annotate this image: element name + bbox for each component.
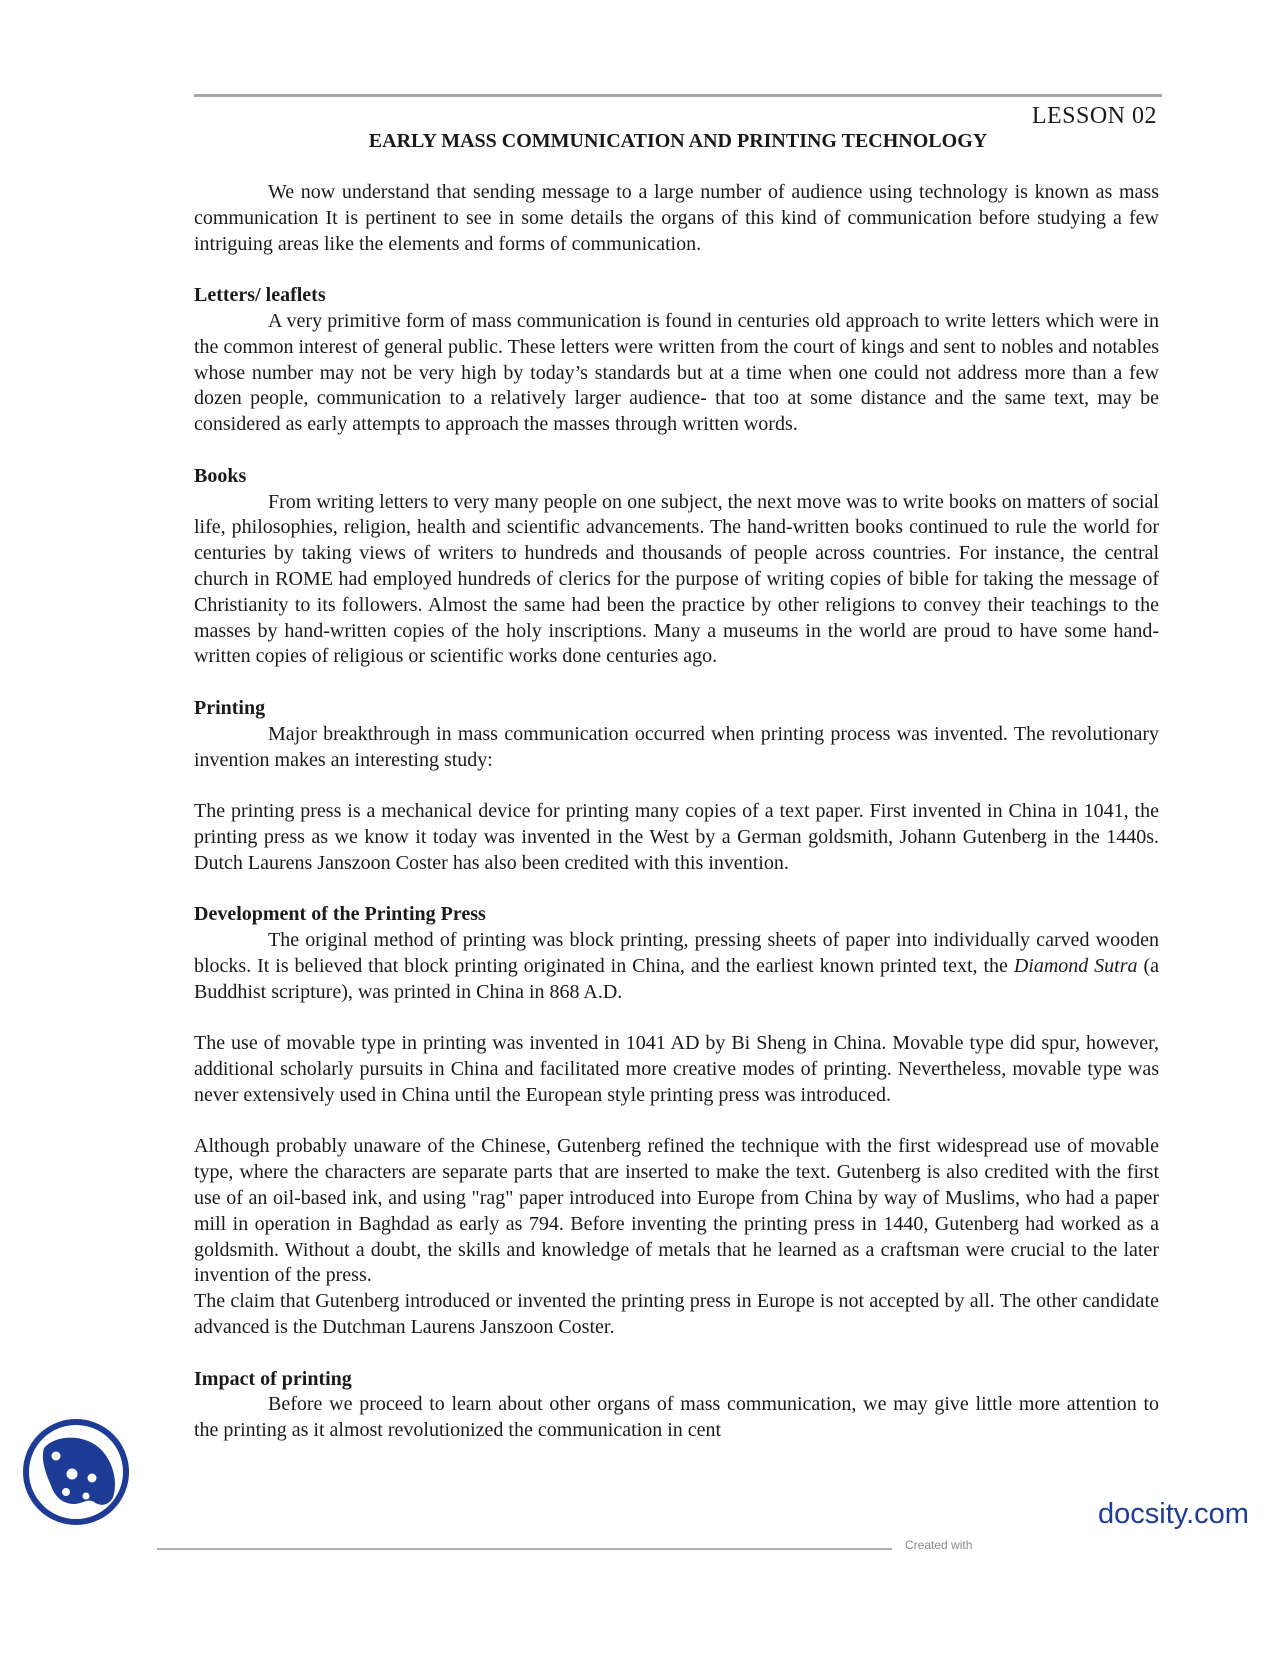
development-paragraph: [194, 928, 1159, 1005]
development-text-before: The original method of printing was block printing, pressing sheets of paper into individually carved wooden blocks. It is believed that block printing originated in China, and the earliest known printed text, the: [194, 929, 1159, 977]
section-heading-letters: Letters/ leaflets: [194, 284, 326, 307]
section-heading-printing: Printing: [194, 696, 266, 719]
section-heading-books: Books: [194, 464, 247, 487]
document-title: EARLY MASS COMMUNICATION AND PRINTING TECHNOLOGY: [368, 130, 988, 152]
books-paragraph: From writing letters to very many people on one subject, the next move was to write books on matters of social life, philosophies, religion, health and scientific advancements. The hand-written books continued to rule the world for centuries by taking views of writers to hundreds and thousands of people across countries. For instance, the central church in ROME had employed hundreds of clerics for the purpose of writing copies of bible for taking the message of Christianity to its followers. Almost the same had been the practice by other religions to convey their teachings to the masses by hand-written copies of the holy inscriptions. Many a museums in the world are proud to have some hand-written copies of religious or scientific works done centuries ago.: [194, 490, 1159, 668]
top-rule: [194, 94, 1162, 97]
docsity-logo-icon[interactable]: [22, 1418, 130, 1526]
printing-paragraph: Major breakthrough in mass communication occurred when printing process was invented. The revolutionary invention makes an interesting study:: [194, 722, 1159, 771]
created-with-label: Created with: [905, 1538, 973, 1552]
movable-type-paragraph: The use of movable type in printing was invented in 1041 AD by Bi Sheng in China. Movable type did spur, however, additional scholarly pursuits in China and facilitated more creative modes of printing. Nevertheless, movable type was never extensively used in China until the European style printing press was introduced.: [194, 1032, 1159, 1106]
intro-paragraph: We now understand that sending message to a large number of audience using technology is known as mass communication It is pertinent to see in some details the organs of this kind of communication before studying a few intriguing areas like the elements and forms of communication.: [194, 181, 1159, 255]
gutenberg-paragraph: Although probably unaware of the Chinese, Gutenberg refined the technique with the first widespread use of movable type, where the characters are separate parts that are inserted to make the text. Gutenberg is also credited with the first use of an oil-based ink, and using "rag" paper introduced into Europe from China by way of Muslims, who had a paper mill in operation in Baghdad as early as 794. Before inventing the printing press in 1440, Gutenberg had worked as a goldsmith. Without a doubt, the skills and knowledge of metals that he learned as a craftsman were crucial to the later invention of the press.: [194, 1135, 1159, 1287]
letters-paragraph: A very primitive form of mass communication is found in centuries old approach to write letters which were in the common interest of general public. These letters were written from the court of kings and sent to nobles and notables whose number may not be very high by today’s standards but at a time when one could not address more than a few dozen people, communication to a relatively larger audience- that too at some distance and the same text, may be considered as early attempts to approach the masses through written words.: [194, 309, 1159, 436]
development-text-after: (a Buddhist scripture), was printed in China in 868 A.D.: [194, 954, 1159, 1003]
section-heading-development: Development of the Printing Press: [194, 903, 486, 926]
bottom-rule: [157, 1548, 892, 1550]
docsity-brand-link[interactable]: docsity.com: [1098, 1498, 1249, 1530]
lesson-number: LESSON 02: [1031, 103, 1157, 129]
diamond-sutra-title: Diamond Sutra: [1013, 954, 1138, 977]
claim-paragraph: The claim that Gutenberg introduced or invented the printing press in Europe is not accepted by all. The other candidate advanced is the Dutchman Laurens Janszoon Coster.: [194, 1290, 1159, 1339]
impact-paragraph: Before we proceed to learn about other organs of mass communication, we may give little more attention to the printing as it almost revolutionized the communication in cent: [194, 1393, 1159, 1442]
document-body: [194, 180, 1159, 1444]
section-heading-impact: Impact of printing: [194, 1367, 352, 1390]
printing-press-paragraph: The printing press is a mechanical device for printing many copies of a text paper. First invented in China in 1041, the printing press as we know it today was invented in the West by a German goldsmith, Johann Gutenberg in the 1440s. Dutch Laurens Janszoon Coster has also been credited with this invention.: [194, 800, 1159, 874]
